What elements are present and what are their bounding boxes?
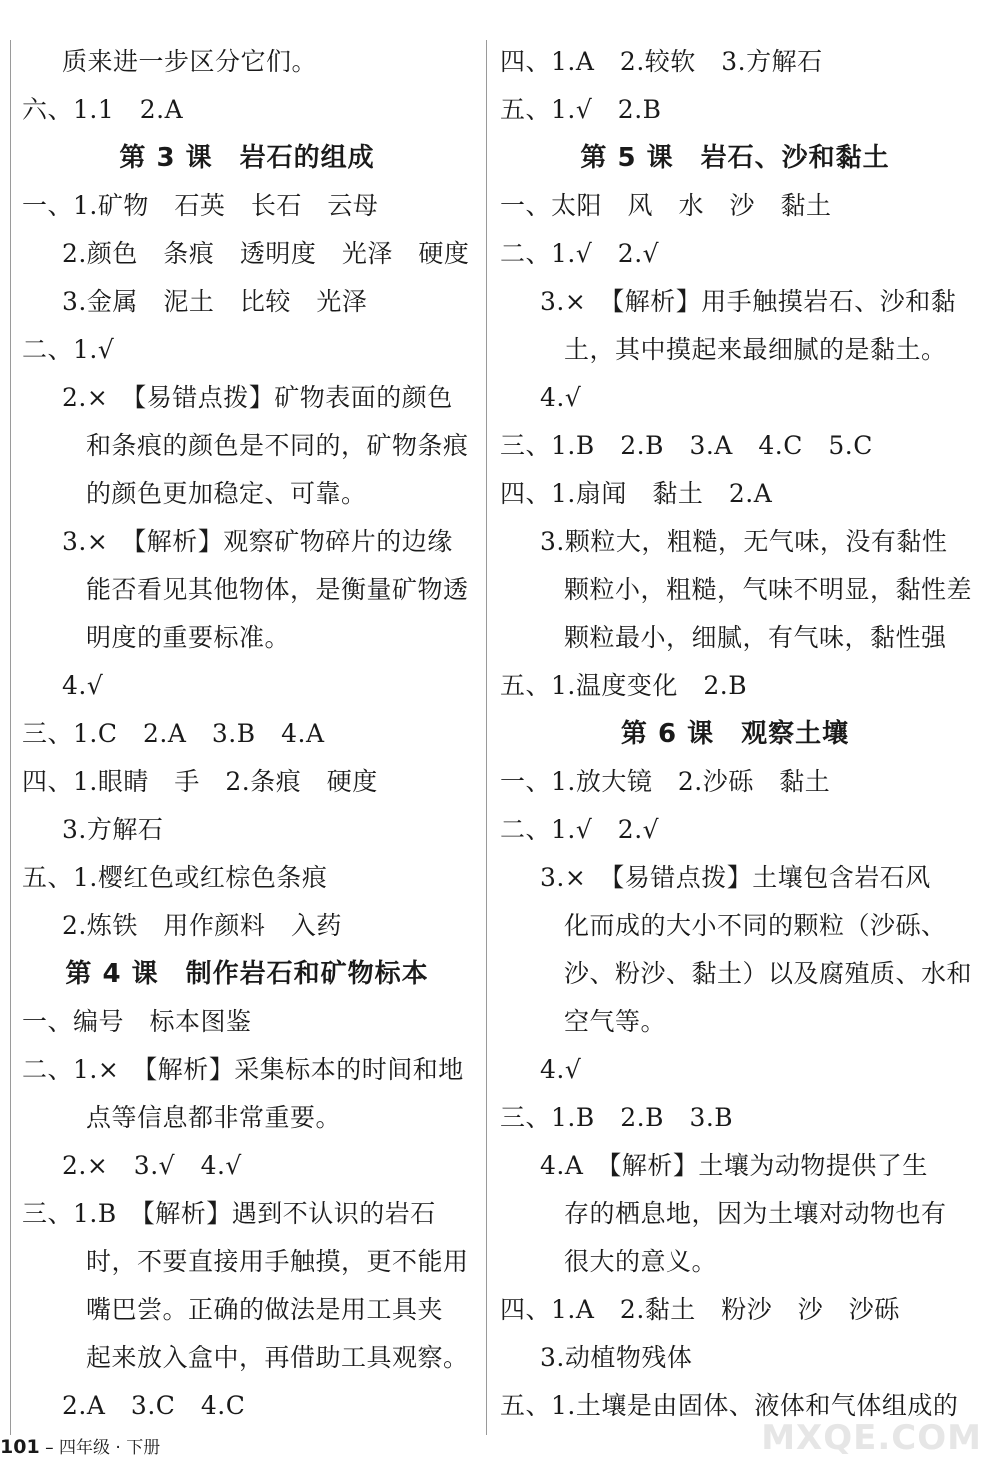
answer-line: 一、1.矿物 石英 长石 云母 [22,191,379,220]
text-line: 质来进一步区分它们。 [62,47,318,76]
explanation-line: 化而成的大小不同的颗粒（沙砾、 [564,911,947,940]
answer-line: 4.√ [540,1055,582,1084]
answer-line: 四、1.A 2.较软 3.方解石 [500,47,823,76]
left-column [22,38,472,1430]
answer-line: 3.方解石 [62,815,164,844]
answer-line: 六、1.1 2.A [22,95,184,124]
answer-line: 五、1.土壤是由固体、液体和气体组成的 [500,1391,959,1420]
answer-line: 四、1.A 2.黏土 粉沙 沙 沙砾 [500,1295,900,1324]
explanation-line: 起来放入盒中，再借助工具观察。 [86,1343,469,1372]
answer-line: 三、1.B 2.B 3.B [500,1103,734,1132]
answer-line: 4.A 【解析】土壤为动物提供了生 [540,1151,928,1180]
answer-line: 2.颜色 条痕 透明度 光泽 硬度 [62,239,470,268]
lesson-heading: 第 4 课 制作岩石和矿物标本 [65,959,429,989]
lesson-heading: 第 5 课 岩石、沙和黏土 [580,143,890,173]
answer-line: 二、1.× 【解析】采集标本的时间和地 [22,1055,464,1084]
explanation-line: 空气等。 [564,1007,667,1036]
explanation-line: 能否看见其他物体，是衡量矿物透 [86,575,469,604]
answer-line: 二、1.√ 2.√ [500,815,660,844]
answer-line: 4.√ [62,671,104,700]
answer-line: 二、1.√ 2.√ [500,239,660,268]
answer-line: 四、1.扇闻 黏土 2.A [500,479,773,508]
footer-dash: – [45,1438,54,1458]
left-margin-rule [10,40,11,1435]
explanation-line: 和条痕的颜色是不同的，矿物条痕 [86,431,469,460]
answer-line: 三、1.B 【解析】遇到不认识的岩石 [22,1199,436,1228]
explanation-line: 很大的意义。 [564,1247,718,1276]
answer-line: 五、1.温度变化 2.B [500,671,748,700]
explanation-line: 嘴巴尝。正确的做法是用工具夹 [86,1295,444,1324]
answer-line: 一、编号 标本图鉴 [22,1007,252,1036]
answer-line: 3.金属 泥土 比较 光泽 [62,287,368,316]
explanation-line: 土，其中摸起来最细腻的是黏土。 [564,335,947,364]
answer-line: 2.A 3.C 4.C [62,1391,246,1420]
answer-line: 3.动植物残体 [540,1343,693,1372]
explanation-line: 沙、粉沙、黏土）以及腐殖质、水和 [564,959,973,988]
watermark: MXQE.COM [761,1418,982,1458]
lesson-heading: 第 6 课 观察土壤 [620,719,850,749]
answer-line: 3.× 【解析】用手触摸岩石、沙和黏 [540,287,957,316]
explanation-line: 明度的重要标准。 [86,623,291,652]
answer-line: 五、1.樱红色或红棕色条痕 [22,863,328,892]
page-footer [0,1433,160,1462]
answer-line: 3.颗粒大，粗糙，无气味，没有黏性 [540,527,948,556]
explanation-line: 颗粒最小，细腻，有气味，黏性强 [564,623,947,652]
right-column [500,38,973,1430]
answer-line: 4.√ [540,383,582,412]
answer-line: 二、1.√ [22,335,115,364]
answer-line: 四、1.眼睛 手 2.条痕 硬度 [22,767,378,796]
answer-line: 三、1.B 2.B 3.A 4.C 5.C [500,431,873,460]
answer-line: 五、1.√ 2.B [500,95,662,124]
answer-line: 3.× 【易错点拨】土壤包含岩石风 [540,863,931,892]
explanation-line: 时，不要直接用手触摸，更不能用 [86,1247,469,1276]
answer-line: 3.× 【解析】观察矿物碎片的边缘 [62,527,453,556]
answer-line: 2.炼铁 用作颜料 入药 [62,911,342,940]
answer-line: 一、太阳 风 水 沙 黏土 [500,191,832,220]
answer-line: 2.× 3.√ 4.√ [62,1151,242,1180]
column-divider [486,40,487,1435]
answer-line: 一、1.放大镜 2.沙砾 黏土 [500,767,831,796]
page-number: 101 [0,1436,40,1458]
explanation-line: 颗粒小，粗糙，气味不明显，黏性差 [564,575,973,604]
lesson-heading: 第 3 课 岩石的组成 [119,143,375,173]
explanation-line: 的颜色更加稳定、可靠。 [86,479,367,508]
answer-line: 2.× 【易错点拨】矿物表面的颜色 [62,383,453,412]
answer-line: 三、1.C 2.A 3.B 4.A [22,719,325,748]
explanation-line: 存的栖息地，因为土壤对动物也有 [564,1199,947,1228]
grade-label: 四年级 · 下册 [58,1438,161,1458]
explanation-line: 点等信息都非常重要。 [86,1103,342,1132]
